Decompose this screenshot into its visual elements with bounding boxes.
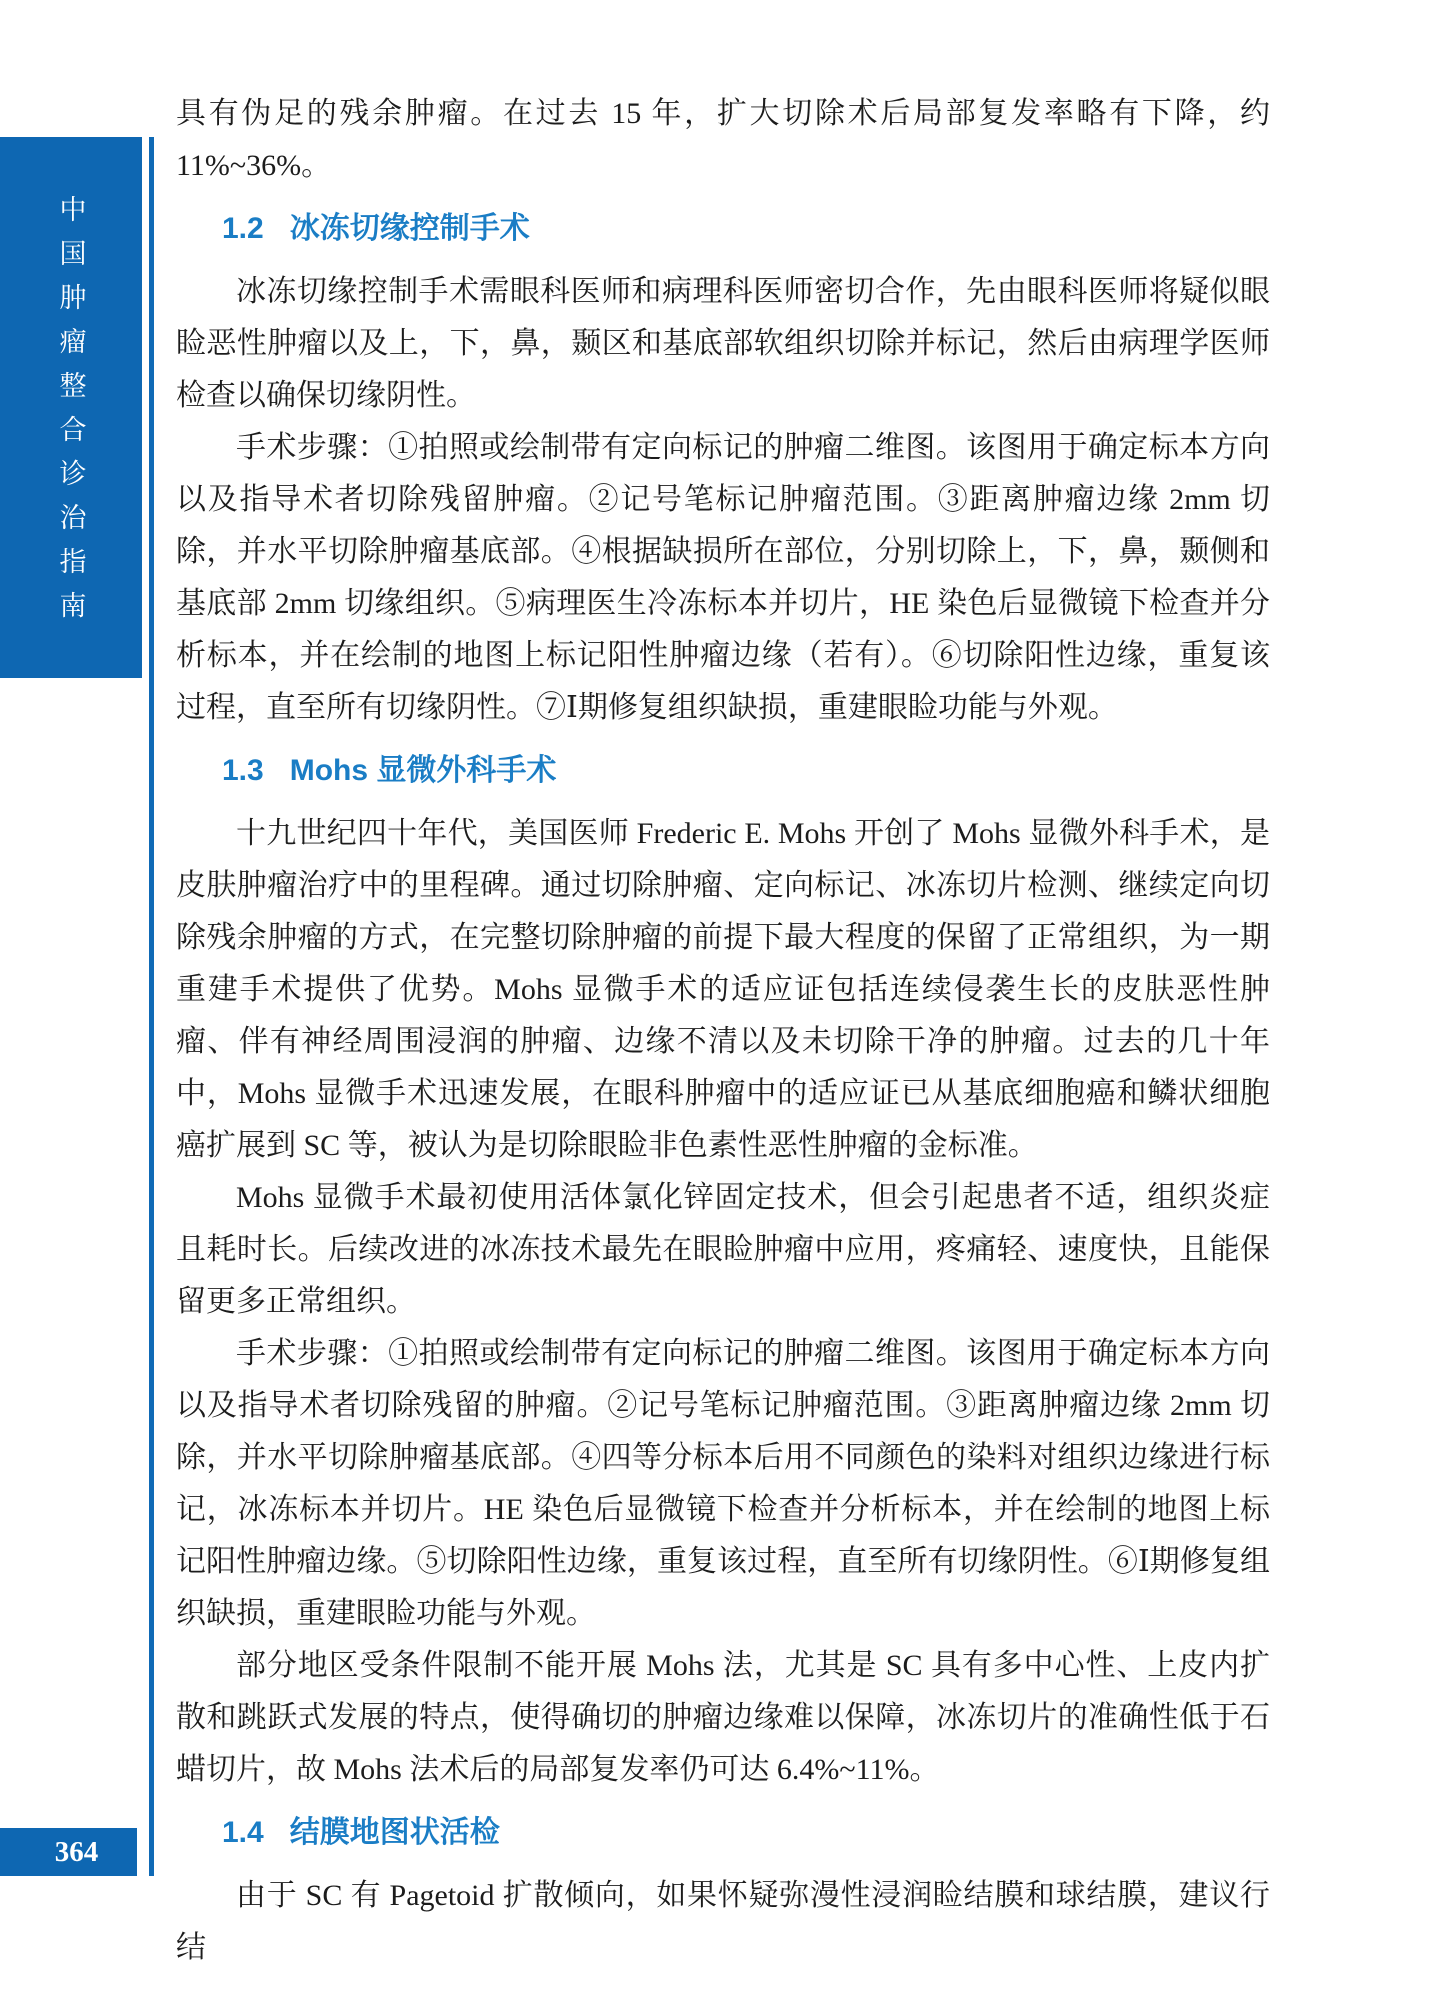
continuation-paragraph: 具有伪足的残余肿瘤。在过去 15 年，扩大切除术后局部复发率略有下降，约 11%~36%。 bbox=[176, 97, 1270, 182]
page-number-badge bbox=[0, 1828, 137, 1876]
vertical-divider bbox=[149, 137, 154, 1876]
section-title: Mohs 显微外科手术 bbox=[289, 754, 557, 787]
paragraph: 部分地区受条件限制不能开展 Mohs 法，尤其是 SC 具有多中心性、上皮内扩散和跳跃式发展的特点，使得确切的肿瘤边缘难以保障，冰冻切片的准确性低于石蜡切片，故 Mohs 法术后的局部复发率仍可达 6.4%~11%。 bbox=[176, 1649, 1270, 1786]
paragraph: 手术步骤：①拍照或绘制带有定向标记的肿瘤二维图。该图用于确定标本方向以及指导术者切除残留的肿瘤。②记号笔标记肿瘤范围。③距离肿瘤边缘 2mm 切除，并水平切除肿瘤基底部。④四等分标本后用不同颜色的染料对组织边缘进行标记，冰冻标本并切片。HE 染色后显微镜下检查并分析标本，并在绘制的地图上标记阳性肿瘤边缘。⑤切除阳性边缘，重复该过程，直至所有切缘阴性。⑥Ⅰ期修复组织缺损，重建眼睑功能与外观。 bbox=[176, 1337, 1270, 1630]
section-number: 1.3 bbox=[222, 754, 264, 787]
book-title-vertical-text: 中国肿瘤整合诊治指南 bbox=[55, 195, 86, 635]
section-title: 冰冻切缘控制手术 bbox=[289, 212, 530, 245]
paragraph: Mohs 显微手术最初使用活体氯化锌固定技术，但会引起患者不适，组织炎症且耗时长。后续改进的冰冻技术最先在眼睑肿瘤中应用，疼痛轻、速度快，且能保留更多正常组织。 bbox=[176, 1181, 1270, 1318]
page-number: 364 bbox=[54, 1835, 99, 1868]
section-heading-1-2 bbox=[222, 203, 1270, 255]
section-number: 1.2 bbox=[222, 212, 264, 245]
section-title: 结膜地图状活检 bbox=[289, 1816, 500, 1849]
section-heading-1-3 bbox=[222, 745, 1270, 797]
paragraph: 由于 SC 有 Pagetoid 扩散倾向，如果怀疑弥漫性浸润睑结膜和球结膜，建议行结 bbox=[176, 1879, 1270, 1964]
section-number: 1.4 bbox=[222, 1816, 264, 1849]
document-body bbox=[176, 88, 1270, 1974]
section-heading-1-4 bbox=[222, 1807, 1270, 1859]
paragraph: 冰冻切缘控制手术需眼科医师和病理科医师密切合作，先由眼科医师将疑似眼睑恶性肿瘤以及上，下，鼻，颞区和基底部软组织切除并标记，然后由病理学医师检查以确保切缘阴性。 bbox=[176, 275, 1270, 412]
paragraph: 手术步骤：①拍照或绘制带有定向标记的肿瘤二维图。该图用于确定标本方向以及指导术者切除残留肿瘤。②记号笔标记肿瘤范围。③距离肿瘤边缘 2mm 切除，并水平切除肿瘤基底部。④根据缺损所在部位，分别切除上，下，鼻，颞侧和基底部 2mm 切缘组织。⑤病理医生冷冻标本并切片，HE 染色后显微镜下检查并分析标本，并在绘制的地图上标记阳性肿瘤边缘（若有）。⑥切除阳性边缘，重复该过程，直至所有切缘阴性。⑦Ⅰ期修复组织缺损，重建眼睑功能与外观。 bbox=[176, 431, 1270, 724]
book-title-banner bbox=[0, 137, 142, 678]
paragraph: 十九世纪四十年代，美国医师 Frederic E. Mohs 开创了 Mohs 显微外科手术，是皮肤肿瘤治疗中的里程碑。通过切除肿瘤、定向标记、冰冻切片检测、继续定向切除残余肿瘤的方式，在完整切除肿瘤的前提下最大程度的保留了正常组织，为一期重建手术提供了优势。Mohs 显微手术的适应证包括连续侵袭生长的皮肤恶性肿瘤、伴有神经周围浸润的肿瘤、边缘不清以及未切除干净的肿瘤。过去的几十年中，Mohs 显微手术迅速发展，在眼科肿瘤中的适应证已从基底细胞癌和鳞状细胞癌扩展到 SC 等，被认为是切除眼睑非色素性恶性肿瘤的金标准。 bbox=[176, 817, 1270, 1162]
